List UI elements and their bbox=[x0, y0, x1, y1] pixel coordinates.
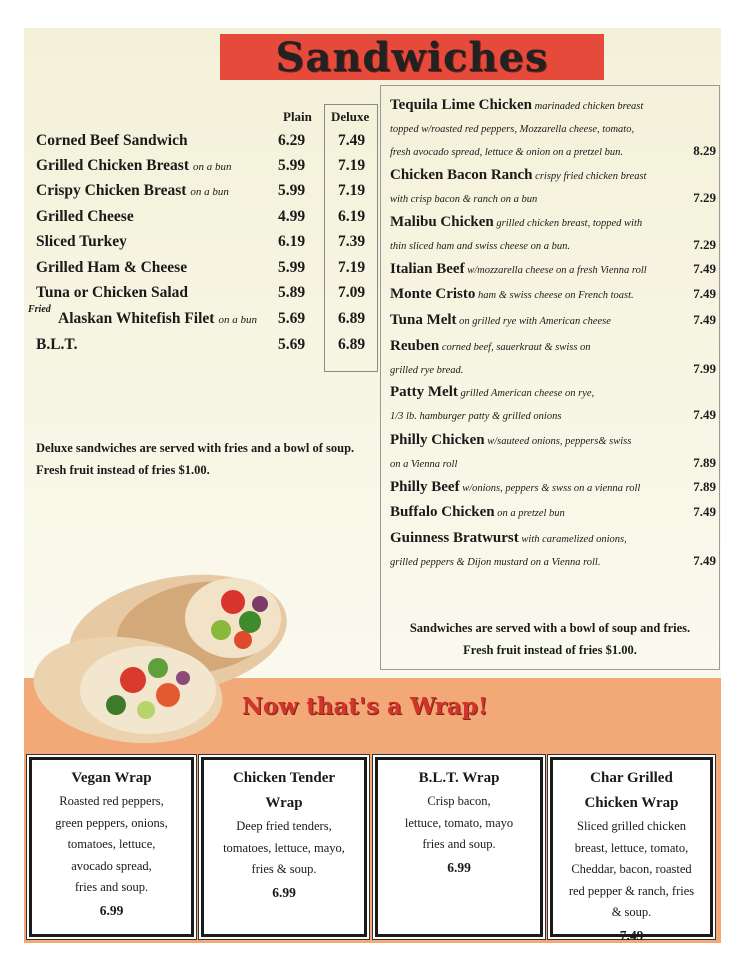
specialty-item bbox=[390, 164, 718, 210]
plain-price: 5.69 bbox=[278, 310, 306, 327]
deluxe-price: 7.19 bbox=[338, 259, 366, 276]
specialty-name: Chicken Bacon Ranch bbox=[390, 167, 533, 183]
specialty-desc: fresh avocado spread, lettuce & onion on a pretzel bun. bbox=[390, 147, 624, 158]
sandwich-row bbox=[36, 132, 381, 154]
specialty-price: 7.29 bbox=[693, 237, 716, 252]
wrap-price: 7.49 bbox=[619, 927, 644, 943]
specialty-desc: on a pretzel bun bbox=[494, 508, 565, 519]
specialty-item bbox=[390, 381, 718, 427]
specialty-line bbox=[390, 309, 718, 332]
deluxe-price: 6.89 bbox=[338, 336, 366, 353]
wrap-price: 6.99 bbox=[272, 884, 296, 900]
wrap-desc: breast, lettuce, tomato, bbox=[574, 840, 689, 855]
plain-price: 5.89 bbox=[278, 284, 306, 301]
specialty-line bbox=[390, 283, 718, 306]
specialty-desc: marinaded chicken breast bbox=[531, 101, 644, 112]
deluxe-price: 7.19 bbox=[338, 157, 366, 174]
specialty-line bbox=[390, 527, 718, 550]
wrap-desc: Deep fried tenders, bbox=[236, 819, 332, 833]
deluxe-price: 7.19 bbox=[338, 182, 366, 199]
specialty-name: Buffalo Chicken bbox=[390, 504, 495, 520]
specialty-line bbox=[390, 187, 718, 210]
specialty-item bbox=[390, 211, 718, 257]
wrap-desc: fries & soup. bbox=[251, 862, 317, 876]
plain-column-header: Plain bbox=[283, 109, 312, 124]
sandwich-name: Grilled Ham & Cheese bbox=[36, 259, 188, 276]
specialty-line bbox=[390, 211, 718, 234]
wrap-desc: Cheddar, bacon, roasted bbox=[571, 862, 692, 876]
plain-price: 6.19 bbox=[278, 233, 306, 250]
specialty-desc: with crisp bacon & ranch on a bun bbox=[390, 194, 538, 205]
wrap-card bbox=[375, 757, 543, 937]
deluxe-column-header: Deluxe bbox=[331, 109, 370, 124]
sandwich-name: B.L.T. bbox=[36, 336, 78, 353]
specialty-price: 7.29 bbox=[693, 190, 716, 205]
specialty-name: Tequila Lime Chicken bbox=[390, 97, 532, 113]
specialty-line bbox=[390, 452, 718, 475]
specialty-item bbox=[390, 258, 718, 281]
specialty-name: Tuna Melt bbox=[390, 312, 457, 328]
deluxe-price: 6.19 bbox=[338, 208, 366, 225]
wrap-desc: avocado spread, bbox=[71, 858, 152, 873]
sandwich-tag: Fried bbox=[28, 304, 51, 315]
specialty-price: 7.89 bbox=[693, 455, 716, 470]
specialty-line bbox=[390, 476, 718, 499]
wrap-name: Chicken Tender Wrap bbox=[232, 770, 336, 811]
specialty-item bbox=[390, 501, 718, 524]
wrap-price: 6.99 bbox=[99, 902, 124, 918]
specialty-item bbox=[390, 309, 718, 332]
sandwich-note: on a bun bbox=[218, 314, 257, 326]
specialty-price: 7.49 bbox=[693, 261, 716, 276]
sandwich-row bbox=[36, 208, 381, 230]
specialty-line bbox=[390, 94, 718, 117]
wrap-desc: green peppers, onions, bbox=[55, 815, 168, 830]
specialty-name: Philly Chicken bbox=[390, 432, 485, 448]
specialty-line bbox=[390, 117, 718, 140]
plain-price: 5.69 bbox=[278, 336, 306, 353]
specialty-item bbox=[390, 283, 718, 306]
specialty-item bbox=[390, 429, 718, 475]
specialty-price: 7.49 bbox=[693, 312, 716, 327]
specialty-line bbox=[390, 550, 718, 573]
specialty-desc: grilled peppers & Dijon mustard on a Vienna roll. bbox=[390, 557, 601, 568]
sandwich-row bbox=[36, 284, 381, 306]
specialty-desc: grilled American cheese on rye, bbox=[457, 388, 595, 399]
wrap-desc: red pepper & ranch, fries bbox=[568, 883, 695, 898]
wrap-desc: tomatoes, lettuce, mayo, bbox=[223, 840, 345, 855]
specialty-line bbox=[390, 404, 718, 427]
plain-price: 6.29 bbox=[278, 132, 306, 149]
specialty-desc: on a Vienna roll bbox=[390, 459, 458, 470]
deluxe-price: 6.89 bbox=[338, 310, 366, 327]
specialty-name: Italian Beef bbox=[390, 261, 465, 277]
sandwich-name: Crispy Chicken Breast on a bun bbox=[36, 182, 229, 199]
specialty-line bbox=[390, 429, 718, 452]
specialty-name: Monte Cristo bbox=[390, 286, 476, 302]
specialty-price: 7.49 bbox=[693, 286, 716, 301]
specialty-price: 8.29 bbox=[693, 143, 716, 158]
specialty-desc: w/onions, peppers & swss on a vienna roll bbox=[459, 483, 641, 494]
wrap-card bbox=[201, 757, 367, 937]
sandwich-note: on a bun bbox=[193, 161, 232, 173]
plain-price: 5.99 bbox=[278, 182, 306, 199]
plain-price: 5.99 bbox=[278, 259, 306, 276]
sandwich-name: Alaskan Whitefish Filet on a bun bbox=[58, 310, 257, 327]
specialty-line bbox=[390, 358, 718, 381]
sandwich-row bbox=[36, 157, 381, 179]
specialty-note: Sandwiches are served with a bowl of soup and fries. Fresh fruit instead of fries $1.00. bbox=[409, 621, 691, 657]
specialty-name: Philly Beef bbox=[390, 479, 460, 495]
specialty-desc: with caramelized onions, bbox=[518, 534, 627, 545]
sandwich-row bbox=[36, 336, 381, 358]
specialty-name: Malibu Chicken bbox=[390, 214, 494, 230]
deluxe-price: 7.39 bbox=[338, 233, 366, 250]
specialty-item bbox=[390, 527, 718, 573]
wrap-name: B.L.T. Wrap bbox=[418, 770, 500, 786]
specialty-desc: w/sauteed onions, peppers& swiss bbox=[484, 436, 632, 447]
specialty-line bbox=[390, 258, 718, 281]
wrap-name: Char Grilled Chicken Wrap bbox=[584, 770, 679, 811]
specialty-price: 7.49 bbox=[693, 504, 716, 519]
wrap-desc: fries and soup. bbox=[422, 837, 496, 851]
specialty-name: Reuben bbox=[390, 338, 440, 354]
wrap-desc: tomatoes, lettuce, bbox=[67, 837, 156, 851]
deluxe-price: 7.49 bbox=[338, 132, 366, 149]
specialty-desc: w/mozzarella cheese on a fresh Vienna roll bbox=[464, 265, 647, 276]
sandwich-name: Sliced Turkey bbox=[36, 233, 127, 250]
specialty-item bbox=[390, 335, 718, 381]
specialty-name: Patty Melt bbox=[390, 384, 458, 400]
sandwich-row bbox=[36, 233, 381, 255]
wrap-desc: & soup. bbox=[611, 905, 652, 919]
sandwich-name: Corned Beef Sandwich bbox=[36, 132, 188, 149]
specialty-line bbox=[390, 164, 718, 187]
sandwich-name: Tuna or Chicken Salad bbox=[36, 284, 189, 301]
specialty-desc: on grilled rye with American cheese bbox=[456, 316, 611, 327]
specialty-line bbox=[390, 335, 718, 358]
specialty-desc: 1/3 lb. hamburger patty & grilled onions bbox=[390, 411, 562, 422]
specialty-line bbox=[390, 501, 718, 524]
wrap-name: Vegan Wrap bbox=[71, 770, 152, 786]
wrap-desc: Crisp bacon, bbox=[427, 794, 491, 808]
specialty-desc: thin sliced ham and swiss cheese on a bun. bbox=[390, 241, 570, 252]
specialty-price: 7.99 bbox=[693, 361, 716, 376]
specialty-desc: corned beef, sauerkraut & swiss on bbox=[439, 342, 591, 353]
specialty-line bbox=[390, 140, 718, 163]
wrap-desc: Sliced grilled chicken bbox=[577, 819, 686, 833]
specialty-item bbox=[390, 476, 718, 499]
sandwich-row bbox=[28, 304, 381, 332]
plain-price: 5.99 bbox=[278, 157, 306, 174]
wrap-desc: fries and soup. bbox=[74, 880, 149, 894]
title-banner bbox=[220, 34, 604, 80]
specialty-desc: grilled chicken breast, topped with bbox=[493, 218, 643, 229]
specialty-desc: ham & swiss cheese on French toast. bbox=[475, 290, 634, 301]
deluxe-price: 7.09 bbox=[338, 284, 366, 301]
wrap-card bbox=[29, 757, 194, 937]
wrap-desc: Roasted red peppers, bbox=[59, 794, 164, 808]
sandwich-row bbox=[36, 259, 381, 281]
specialty-line bbox=[390, 381, 718, 404]
specialty-price: 7.49 bbox=[693, 407, 716, 422]
plain-price: 4.99 bbox=[278, 208, 306, 225]
specialty-price: 7.89 bbox=[693, 479, 716, 494]
sandwich-note: on a bun bbox=[190, 186, 229, 198]
specialty-item bbox=[390, 94, 718, 163]
specialty-line bbox=[390, 234, 718, 257]
wrap-section-title: Now that's a Wrap! bbox=[242, 693, 488, 720]
specialty-desc: topped w/roasted red peppers, Mozzarella cheese, tomato, bbox=[390, 124, 635, 135]
page-title: Sandwiches bbox=[275, 33, 549, 81]
sandwich-name: Grilled Cheese bbox=[36, 208, 134, 225]
wrap-desc: lettuce, tomato, mayo bbox=[404, 815, 514, 830]
sandwich-row bbox=[36, 182, 381, 204]
wrap-price: 6.99 bbox=[447, 859, 471, 875]
specialty-price: 7.49 bbox=[693, 553, 716, 568]
sandwich-name: Grilled Chicken Breast on a bun bbox=[36, 157, 232, 174]
wrap-card bbox=[550, 757, 713, 943]
deluxe-note: Deluxe sandwiches are served with fries and a bowl of soup. Fresh fruit instead of fries $1.00. bbox=[36, 441, 355, 477]
specialty-name: Guinness Bratwurst bbox=[390, 530, 519, 546]
specialty-desc: crispy fried chicken breast bbox=[532, 171, 647, 182]
specialty-desc: grilled rye bread. bbox=[390, 365, 464, 376]
